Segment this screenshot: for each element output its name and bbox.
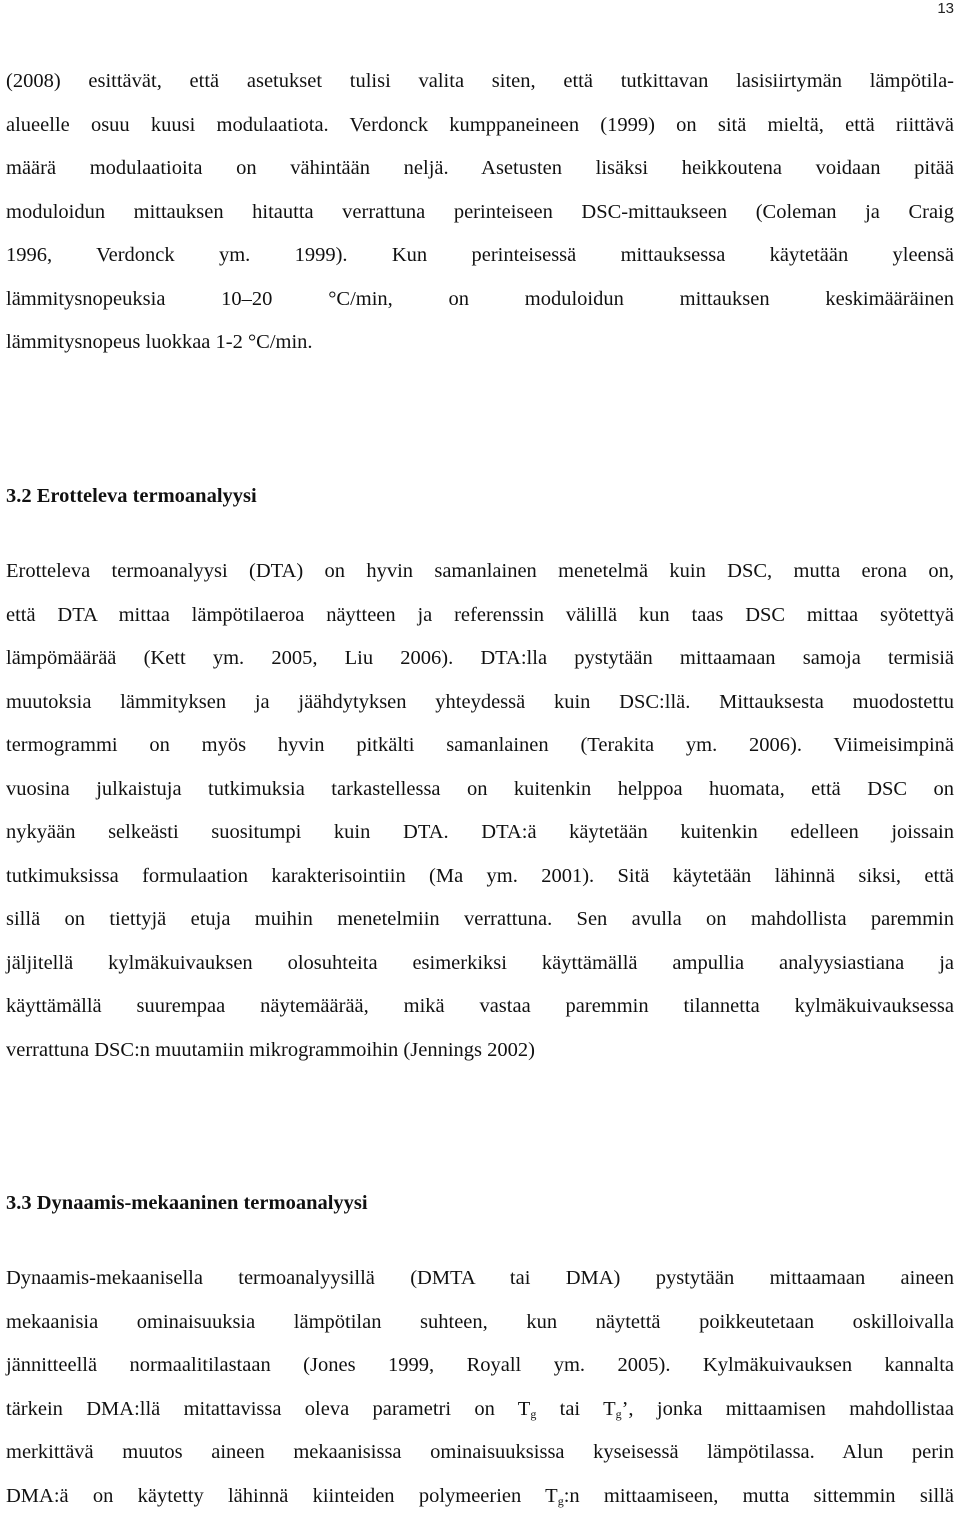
text-line: että DTA mittaa lämpötilaeroa näytteen ja referenssin välillä kun taas DSC mittaa syötettyä <box>6 594 954 638</box>
section-heading-3-2: 3.2 Erotteleva termoanalyysi <box>6 481 257 511</box>
paragraph-dta <box>6 550 954 1072</box>
paragraph-intro <box>6 60 954 365</box>
text-line-tg <box>6 1388 954 1432</box>
text-line: verrattuna DSC:n muutamiin mikrogrammoihin (Jennings 2002) <box>6 1029 954 1073</box>
paragraph-dma <box>6 1257 954 1518</box>
text-line: vuosina julkaistuja tutkimuksia tarkastellessa on kuitenkin helppoa huomata, että DSC on <box>6 768 954 812</box>
text-line: lämmitysnopeus luokkaa 1-2 °C/min. <box>6 321 954 365</box>
text-line: 1996, Verdonck ym. 1999). Kun perinteisessä mittauksessa käytetään yleensä <box>6 234 954 278</box>
text-line: moduloidun mittauksen hitautta verrattuna perinteiseen DSC-mittaukseen (Coleman ja Craig <box>6 191 954 235</box>
section-heading-3-3: 3.3 Dynaamis-mekaaninen termoanalyysi <box>6 1188 368 1218</box>
text-line: lämpömäärää (Kett ym. 2005, Liu 2006). DTA:lla pystytään mittaamaan samoja termisiä <box>6 637 954 681</box>
text-line: Dynaamis-mekaanisella termoanalyysillä (DMTA tai DMA) pystytään mittaamaan aineen <box>6 1257 954 1301</box>
text-line: (2008) esittävät, että asetukset tulisi valita siten, että tutkittavan lasisiirtymän lämpötila- <box>6 60 954 104</box>
text-line: määrä modulaatioita on vähintään neljä. Asetusten lisäksi heikkoutena voidaan pitää <box>6 147 954 191</box>
subscript: g <box>530 1407 536 1421</box>
text-line: termogrammi on myös hyvin pitkälti samanlainen (Terakita ym. 2006). Viimeisimpinä <box>6 724 954 768</box>
text-line: lämmitysnopeuksia 10–20 °C/min, on moduloidun mittauksen keskimääräinen <box>6 278 954 322</box>
page-number: 13 <box>937 0 954 17</box>
subscript: g <box>616 1407 622 1421</box>
text-line: sillä on tiettyjä etuja muihin menetelmiin verrattuna. Sen avulla on mahdollista paremmin <box>6 898 954 942</box>
text-fragment: tai T <box>536 1398 615 1420</box>
text-fragment: ’, jonka mittaamisen mahdollistaa <box>622 1398 954 1420</box>
text-line: merkittävä muutos aineen mekaanisissa ominaisuuksissa kyseisessä lämpötilassa. Alun perin <box>6 1431 954 1475</box>
text-line: muutoksia lämmityksen ja jäähdytyksen yhteydessä kuin DSC:llä. Mittauksesta muodostettu <box>6 681 954 725</box>
text-fragment: tärkein DMA:llä mitattavissa oleva parametri on T <box>6 1398 530 1420</box>
subscript: g <box>558 1494 564 1508</box>
text-line: käyttämällä suurempaa näytemäärää, mikä vastaa paremmin tilannetta kylmäkuivauksessa <box>6 985 954 1029</box>
text-line: jännitteellä normaalitilastaan (Jones 1999, Royall ym. 2005). Kylmäkuivauksen kannalta <box>6 1344 954 1388</box>
text-line: Erotteleva termoanalyysi (DTA) on hyvin samanlainen menetelmä kuin DSC, mutta erona on, <box>6 550 954 594</box>
text-fragment: :n mittaamiseen, mutta sittemmin sillä <box>564 1485 954 1507</box>
text-line: tutkimuksissa formulaation karakterisointiin (Ma ym. 2001). Sitä käytetään lähinnä siksi, että <box>6 855 954 899</box>
text-line: nykyään selkeästi suositumpi kuin DTA. DTA:ä käytetään kuitenkin edelleen joissain <box>6 811 954 855</box>
text-line-tg <box>6 1475 954 1518</box>
text-line: mekaanisia ominaisuuksia lämpötilan suhteen, kun näytettä poikkeutetaan oskilloivalla <box>6 1301 954 1345</box>
text-line: jäljitellä kylmäkuivauksen olosuhteita esimerkiksi käyttämällä ampullia analyysiastiana ja <box>6 942 954 986</box>
text-fragment: DMA:ä on käytetty lähinnä kiinteiden polymeerien T <box>6 1485 558 1507</box>
text-line: alueelle osuu kuusi modulaatiota. Verdonck kumppaneineen (1999) on sitä mieltä, että riittävä <box>6 104 954 148</box>
